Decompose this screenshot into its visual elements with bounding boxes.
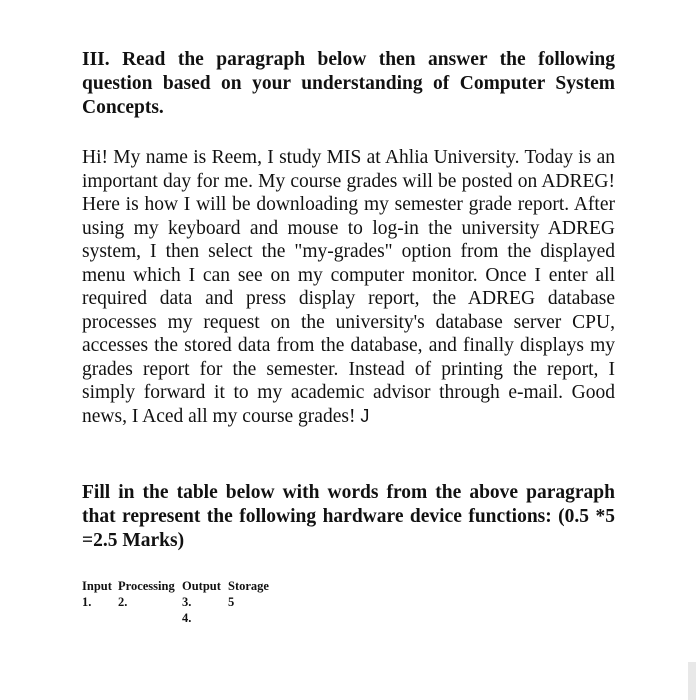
question-heading: III. Read the paragraph below then answer the following question based on your understanding of Computer System Concepts. <box>82 49 615 118</box>
output-cell-4: 4. <box>182 611 192 625</box>
header-input: Input <box>82 579 112 593</box>
instruction-heading: Fill in the table below with words from the above paragraph that represent the following hardware device functions: (0.5 *5 =2.5 Marks) <box>82 482 615 551</box>
header-processing: Processing <box>118 579 175 593</box>
scrollbar-edge[interactable] <box>688 662 696 700</box>
header-output: Output <box>182 579 221 593</box>
reading-paragraph <box>82 146 615 428</box>
paragraph-text: Hi! My name is Reem, I study MIS at Ahlia University. Today is an important day for me. My course grades will be posted on ADREG! Here is how I will be downloading my semester grade report. After using my keyboard and mouse to log-in the university ADREG system, I then select the "my-grades" option from the displayed menu which I can see on my computer monitor. Once I enter all required data and press display report, the ADREG database processes my request on the university's database server CPU, accesses the stored data from the database, and finally displays my grades report for the semester. Instead of printing the report, I simply forward it to my academic advisor through e-mail. Good news, I Aced all my course grades! <box>82 147 615 427</box>
storage-cell-5: 5 <box>228 595 235 609</box>
input-cell-1: 1. <box>82 595 92 609</box>
output-cell-3: 3. <box>182 595 192 609</box>
document-page <box>82 48 615 625</box>
header-storage: Storage <box>228 579 269 593</box>
processing-cell-2: 2. <box>118 595 128 609</box>
smiley-glyph: J <box>360 405 370 426</box>
